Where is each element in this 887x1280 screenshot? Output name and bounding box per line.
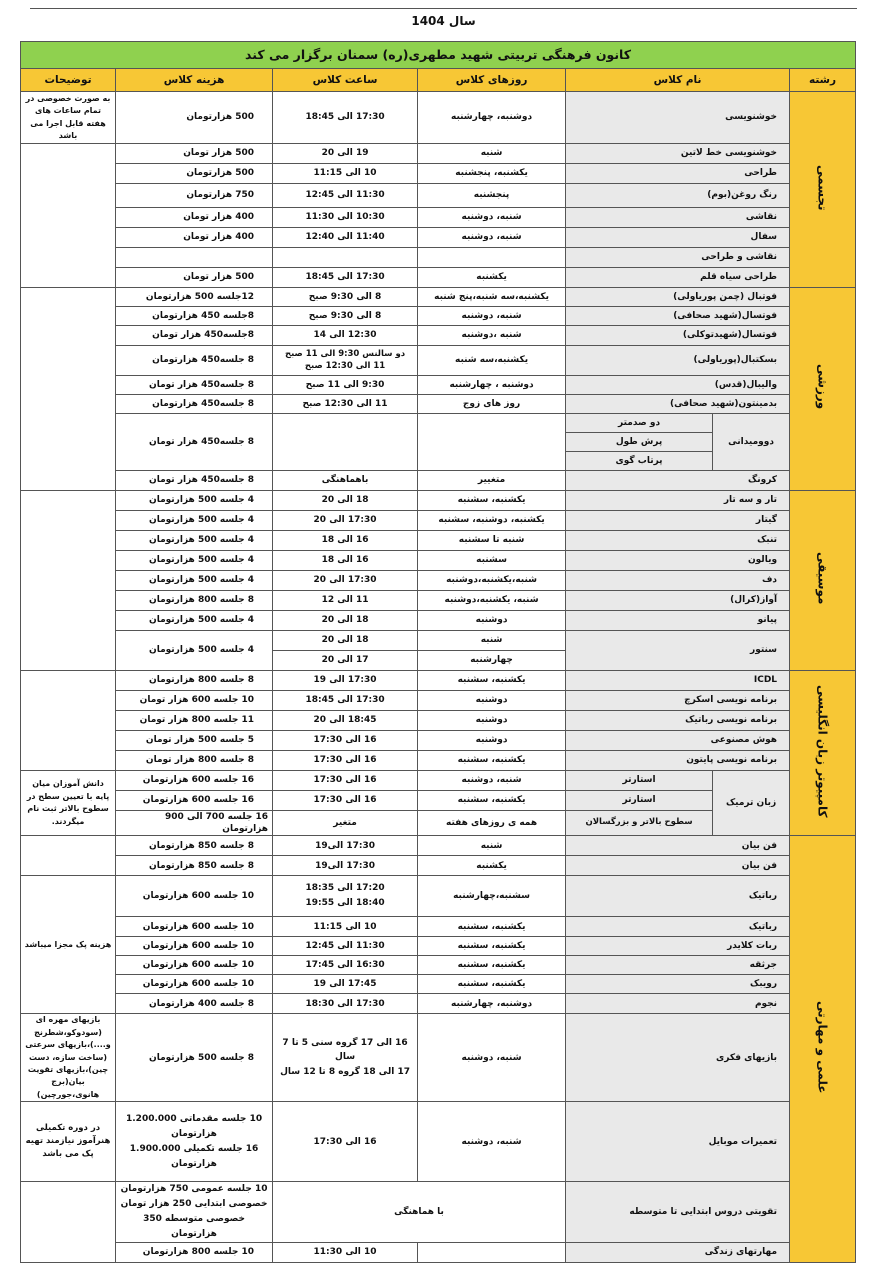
class-time: 16 الی 17:30 — [273, 731, 418, 751]
track-days-empty — [418, 414, 566, 471]
computer-notes-empty — [21, 671, 116, 771]
class-time: 16 الی 18 — [273, 551, 418, 571]
class-name: نقاشی — [566, 208, 790, 228]
class-cost: 8 جلسه450 هزارتومان — [116, 395, 273, 414]
class-cost: 12جلسه 500 هزارتومان — [116, 288, 273, 307]
class-note: بازیهای مهره ای (سودوکو،شطرنج و....)،بازیهای سرعتی (ساخت سازه، دست چین)،بازیهای تقویت بیان(برج هانوی،جورچین) — [21, 1014, 116, 1102]
sport-notes-empty — [21, 288, 116, 491]
class-note: به صورت خصوصی در تمام ساعات های هفته قابل اجرا می باشد — [21, 92, 116, 144]
class-cost: 500 هزارتومان — [116, 164, 273, 184]
class-name: بسکتبال(پوریاولی) — [566, 346, 790, 376]
table-row — [21, 92, 856, 144]
class-name: ICDL — [566, 671, 790, 691]
class-cost: 16 جلسه 600 هزارتومان — [116, 771, 273, 791]
table-row — [21, 836, 856, 856]
class-time: 17 الی 20 — [273, 651, 418, 671]
class-name: رباتیک — [566, 876, 790, 917]
class-time — [273, 1014, 418, 1102]
table-row — [21, 376, 856, 395]
class-time: 9:30 الی 11 صبح — [273, 376, 418, 395]
table-row — [21, 691, 856, 711]
class-days: شنبه، یکشنبه،دوشنبه — [418, 591, 566, 611]
class-cost — [116, 248, 273, 268]
table-row — [21, 511, 856, 531]
class-name: پیانو — [566, 611, 790, 631]
category-computer-english: کامپیوتر زبان انگلیسی — [790, 671, 856, 836]
table-row — [21, 771, 856, 791]
class-days — [418, 1242, 566, 1262]
table-row — [21, 731, 856, 751]
class-cost: 8 جلسه 850 هزارتومان — [116, 836, 273, 856]
table-row — [21, 937, 856, 956]
class-name: طراحی — [566, 164, 790, 184]
class-name: نقاشی و طراحی — [566, 248, 790, 268]
table-row — [21, 975, 856, 994]
class-days: چهارشنبه — [418, 651, 566, 671]
class-time: 11:30 الی 12:45 — [273, 184, 418, 208]
class-cost-line: خصوصی ابتدایی 250 هزار تومان — [120, 1199, 268, 1210]
class-time: 11:40 الی 12:40 — [273, 228, 418, 248]
class-name: کرونگ — [566, 471, 790, 491]
class-time: 12:30 الی 14 — [273, 326, 418, 346]
class-name: رویبک — [566, 975, 790, 994]
english-note: دانش آموزان میان پایه با تعیین سطح در سطوح بالاتر ثبت نام میگردند. — [21, 771, 116, 836]
class-cost: 8 جلسه 800 هزار تومان — [116, 751, 273, 771]
track-cost: 8 جلسه450 هزار تومان — [116, 414, 273, 471]
class-cost: 8 جلسه450 هزار تومان — [116, 376, 273, 395]
class-time: 17:30 الی 20 — [273, 511, 418, 531]
header-days: روزهای کلاس — [418, 69, 566, 92]
top-rule — [30, 8, 857, 9]
title-row — [21, 42, 856, 69]
table-row — [21, 571, 856, 591]
class-name: فن بیان — [566, 856, 790, 876]
table-row — [21, 956, 856, 975]
class-name: دف — [566, 571, 790, 591]
class-days: سشنبه،چهارشنبه — [418, 876, 566, 917]
class-cost: 4 جلسه 500 هزارتومان — [116, 511, 273, 531]
class-cost: 4 جلسه 500 هزارتومان — [116, 491, 273, 511]
music-notes-empty — [21, 491, 116, 671]
class-name: آواز(کرال) — [566, 591, 790, 611]
class-time: 16 الی 17:30 — [273, 791, 418, 811]
class-name: رنگ روغن(بوم) — [566, 184, 790, 208]
track-item: پرتاب گوی — [566, 452, 713, 471]
class-cost-line: 10 جلسه مقدماتی 1.200.000 هزارتومان — [126, 1114, 263, 1139]
class-cost: 8 جلسه450 هزارتومان — [116, 346, 273, 376]
class-days: متغییر — [418, 471, 566, 491]
table-row — [21, 326, 856, 346]
class-time: 19 الی 20 — [273, 144, 418, 164]
class-cost: 750 هزارتومان — [116, 184, 273, 208]
class-cost: 4 جلسه 500 هزارتومان — [116, 551, 273, 571]
class-days: دوشنبه، چهارشنبه — [418, 994, 566, 1014]
class-days: شنبه، دوشنبه — [418, 208, 566, 228]
class-days: شنبه، دوشنبه — [418, 1014, 566, 1102]
class-time: 17:30 الی 18:45 — [273, 268, 418, 288]
table-row — [21, 631, 856, 651]
class-name: خوشنویسی خط لاتین — [566, 144, 790, 164]
class-cost: 400 هزار تومان — [116, 208, 273, 228]
track-item: پرش طول — [566, 433, 713, 452]
table-row — [21, 395, 856, 414]
class-time: 10 الی 11:15 — [273, 164, 418, 184]
class-name: بدمینتون(شهید صحافی) — [566, 395, 790, 414]
class-time-line: 17:20 الی 18:35 — [305, 883, 385, 894]
class-time: 11 الی 12 — [273, 591, 418, 611]
class-time: 16 الی 17:30 — [273, 771, 418, 791]
class-name: بازیهای فکری — [566, 1014, 790, 1102]
table-row — [21, 1182, 856, 1242]
track-group-label: دوومیدانی — [713, 414, 790, 471]
class-cost: 8 جلسه 800 هزارتومان — [116, 671, 273, 691]
header-time: ساعت کلاس — [273, 69, 418, 92]
class-time-line: 17 الی 18 گروه 8 تا 12 سال — [280, 1067, 411, 1078]
table-row — [21, 1014, 856, 1102]
class-cost-line: 10 جلسه عمومی 750 هزارتومان — [120, 1184, 268, 1195]
class-time: 16:30 الی 17:45 — [273, 956, 418, 975]
class-time: 10 الی 11:30 — [273, 1242, 418, 1262]
class-time: 18:45 الی 20 — [273, 711, 418, 731]
class-time-line: 11 الی 12:30 صبح — [304, 360, 386, 371]
class-time: 17:30 الی 20 — [273, 571, 418, 591]
class-time: 10 الی 11:15 — [273, 917, 418, 937]
class-time: 11 الی 12:30 صبح — [273, 395, 418, 414]
class-cost: 10 جلسه 600 هزارتومان — [116, 956, 273, 975]
class-name: تقویتی دروس ابتدایی تا متوسطه — [566, 1182, 790, 1242]
class-time-line: 18:40 الی 19:55 — [305, 898, 385, 909]
class-days: پنجشنبه — [418, 184, 566, 208]
category-art: تجسمی — [790, 92, 856, 288]
class-days: روز های زوج — [418, 395, 566, 414]
header-notes: توضیحات — [21, 69, 116, 92]
class-days: یکشنبه، سشنبه — [418, 671, 566, 691]
header-row — [21, 69, 856, 92]
table-row — [21, 876, 856, 917]
class-days: شنبه — [418, 631, 566, 651]
table-row — [21, 671, 856, 691]
class-days: یکشنبه، سشنبه — [418, 791, 566, 811]
class-cost-line: 16 جلسه تکمیلی 1.900.000 هزارتومان — [129, 1143, 259, 1169]
class-time: 18 الی 20 — [273, 611, 418, 631]
class-cost — [116, 1182, 273, 1242]
header-field: رشته — [790, 69, 856, 92]
class-days: یکشنبه، سشنبه — [418, 491, 566, 511]
table-row — [21, 1102, 856, 1182]
class-name: مهارتهای زندگی — [566, 1242, 790, 1262]
year-label: سال 1404 — [411, 14, 476, 28]
class-days: شنبه، دوشنبه — [418, 228, 566, 248]
class-cost: 10 جلسه 800 هزارتومان — [116, 1242, 273, 1262]
class-time: 10:30 الی 11:30 — [273, 208, 418, 228]
class-days: یکشنبه،سه شنبه،پنج شنبه — [418, 288, 566, 307]
class-time: 16 الی 18 — [273, 531, 418, 551]
class-name: ربات کلایدر — [566, 937, 790, 956]
class-name: فوتبال (چمن پوریاولی) — [566, 288, 790, 307]
class-cost: 4 جلسه 500 هزارتومان — [116, 531, 273, 551]
science-notes-empty — [21, 836, 116, 876]
table-row — [21, 531, 856, 551]
class-days: دوشنبه، چهارشنبه — [418, 92, 566, 144]
header-cost: هزینه کلاس — [116, 69, 273, 92]
class-days: دوشنبه — [418, 731, 566, 751]
table-row — [21, 208, 856, 228]
table-row — [21, 414, 856, 433]
class-cost: 8 جلسه450 هزار تومان — [116, 471, 273, 491]
table-row — [21, 184, 856, 208]
table-row — [21, 1242, 856, 1262]
class-cost: 8 جلسه 500 هزارتومان — [116, 1014, 273, 1102]
class-cost: 8جلسه 450 هزارتومان — [116, 307, 273, 326]
class-days: دوشنبه — [418, 691, 566, 711]
class-name: هوش مصنوعی — [566, 731, 790, 751]
class-days: شنبه، دوشنبه — [418, 771, 566, 791]
class-name: طراحی سیاه قلم — [566, 268, 790, 288]
class-time-line: 16 الی 17 گروه سنی 5 تا 7 سال — [282, 1037, 408, 1063]
table-row — [21, 346, 856, 376]
class-name: برنامه نویسی اسکرچ — [566, 691, 790, 711]
class-name: فوتسال(شهید صحافی) — [566, 307, 790, 326]
class-name: سفال — [566, 228, 790, 248]
class-schedule-table — [20, 41, 856, 1263]
class-cost: 10 جلسه 600 هزارتومان — [116, 937, 273, 956]
class-name: والیبال(قدس) — [566, 376, 790, 395]
kit-note: هزینه پک مجزا میباشد — [21, 876, 116, 1014]
table-row — [21, 228, 856, 248]
page-title: کانون فرهنگی تربیتی شهید مطهری(ره) سمنان برگزار می کند — [21, 42, 856, 69]
class-name: فن بیان — [566, 836, 790, 856]
class-cost: 11 جلسه 800 هزار تومان — [116, 711, 273, 731]
class-days: یکشنبه، پنجشنبه — [418, 164, 566, 184]
class-days: شنبه — [418, 144, 566, 164]
class-time: 17:30 الی 18:45 — [273, 691, 418, 711]
class-time: 17:30 الی19 — [273, 836, 418, 856]
class-days: شنبه، دوشنبه — [418, 307, 566, 326]
class-days: شنبه ،دوشنبه — [418, 326, 566, 346]
class-time — [273, 876, 418, 917]
table-row — [21, 751, 856, 771]
class-time-line: دو سالنس 9:30 الی 11 صبح — [284, 349, 406, 360]
class-time: باهماهنگی — [273, 471, 418, 491]
category-sport: ورزشی — [790, 288, 856, 491]
class-days: شنبه،یکشنبه،دوشنبه — [418, 571, 566, 591]
class-days: شنبه — [418, 836, 566, 856]
class-name: گیتار — [566, 511, 790, 531]
class-time — [273, 346, 418, 376]
class-cost: 10 جلسه 600 هزارتومان — [116, 917, 273, 937]
class-cost — [116, 1102, 273, 1182]
category-music: موسیقی — [790, 491, 856, 671]
science-notes-empty — [21, 1182, 116, 1262]
table-row — [21, 491, 856, 511]
class-name: تعمیرات موبایل — [566, 1102, 790, 1182]
english-level: استارتر — [566, 791, 713, 811]
schedule-sheet — [20, 41, 855, 1263]
class-days: سشنبه — [418, 551, 566, 571]
class-cost: 4 جلسه 500 هزارتومان — [116, 631, 273, 671]
header-class: نام کلاس — [566, 69, 790, 92]
class-cost: 8 جلسه 400 هزارتومان — [116, 994, 273, 1014]
class-cost: 500 هزار تومان — [116, 144, 273, 164]
class-name: فوتسال(شهیدتوکلی) — [566, 326, 790, 346]
class-time: 17:30 الی 18:30 — [273, 994, 418, 1014]
table-row — [21, 144, 856, 164]
class-days: یکشنبه، سشنبه — [418, 975, 566, 994]
class-cost: 10 جلسه 600 هزارتومان — [116, 876, 273, 917]
class-days: همه ی روزهای هفته — [418, 811, 566, 836]
class-days: یکشنبه، سشنبه — [418, 937, 566, 956]
table-row — [21, 551, 856, 571]
track-item: دو صدمتر — [566, 414, 713, 433]
class-cost: 4 جلسه 500 هزارتومان — [116, 571, 273, 591]
class-days — [418, 248, 566, 268]
art-notes-empty — [21, 144, 116, 288]
class-cost: 10 جلسه 600 هزارتومان — [116, 975, 273, 994]
table-row — [21, 164, 856, 184]
table-row — [21, 288, 856, 307]
class-days: دوشنبه ، چهارشنبه — [418, 376, 566, 395]
table-row — [21, 248, 856, 268]
class-days: دوشنبه — [418, 711, 566, 731]
table-row — [21, 471, 856, 491]
class-cost: 5 جلسه 500 هزار تومان — [116, 731, 273, 751]
class-cost: 8 جلسه 850 هزارتومان — [116, 856, 273, 876]
class-time: 17:30 الی19 — [273, 856, 418, 876]
class-name: برنامه نویسی پایتون — [566, 751, 790, 771]
class-name: برنامه نویسی رباتیک — [566, 711, 790, 731]
class-time: 17:45 الی 19 — [273, 975, 418, 994]
class-cost: 8 جلسه 800 هزارتومان — [116, 591, 273, 611]
table-row — [21, 591, 856, 611]
english-level: سطوح بالاتر و بزرگسالان — [566, 811, 713, 836]
table-row — [21, 611, 856, 631]
class-days: یکشنبه، سشنبه — [418, 751, 566, 771]
class-time: 17:30 الی 18:45 — [273, 92, 418, 144]
track-time-empty — [273, 414, 418, 471]
class-note: در دوره تکمیلی هنرآموز نیازمند تهیه پک می باشد — [21, 1102, 116, 1182]
class-days: یکشنبه، سشنبه — [418, 956, 566, 975]
class-cost: 16 جلسه 700 الی 900 هزارتومان — [116, 811, 273, 836]
class-days: یکشنبه، دوشنبه، سشنبه — [418, 511, 566, 531]
class-name: ویالون — [566, 551, 790, 571]
class-name: نجوم — [566, 994, 790, 1014]
table-row — [21, 307, 856, 326]
class-time: 18 الی 20 — [273, 631, 418, 651]
table-row — [21, 711, 856, 731]
english-group-label: زبان ترمیک — [713, 771, 790, 836]
class-days: یکشنبه — [418, 856, 566, 876]
class-cost: 8جلسه450 هزار تومان — [116, 326, 273, 346]
class-days: شنبه، دوشنبه — [418, 1102, 566, 1182]
class-time: متغیر — [273, 811, 418, 836]
class-days: یکشنبه — [418, 268, 566, 288]
class-time: 18 الی 20 — [273, 491, 418, 511]
class-time: 16 الی 17:30 — [273, 1102, 418, 1182]
class-name: خوشنویسی — [566, 92, 790, 144]
class-days: شنبه تا سشنبه — [418, 531, 566, 551]
class-time: 8 الی 9:30 صبح — [273, 288, 418, 307]
class-cost: 500 هزارتومان — [116, 92, 273, 144]
table-row — [21, 917, 856, 937]
class-days: یکشنبه، سشنبه — [418, 917, 566, 937]
english-level: استارتر — [566, 771, 713, 791]
class-cost: 400 هزار تومان — [116, 228, 273, 248]
class-cost: 500 هزار تومان — [116, 268, 273, 288]
class-name: تار و سه تار — [566, 491, 790, 511]
class-time: 17:30 الی 19 — [273, 671, 418, 691]
class-name: سنتور — [566, 631, 790, 671]
class-days: دوشنبه — [418, 611, 566, 631]
class-time: 8 الی 9:30 صبح — [273, 307, 418, 326]
table-row — [21, 994, 856, 1014]
class-name: رباتیک — [566, 917, 790, 937]
category-science: علمی و مهارتی — [790, 836, 856, 1262]
class-schedule: با هماهنگی — [273, 1182, 566, 1242]
class-time: 16 الی 17:30 — [273, 751, 418, 771]
class-cost: 10 جلسه 600 هزار تومان — [116, 691, 273, 711]
class-cost: 16 جلسه 600 هزارتومان — [116, 791, 273, 811]
class-cost-line: خصوصی متوسطه 350 هزارتومان — [143, 1213, 245, 1239]
class-time — [273, 248, 418, 268]
table-row — [21, 268, 856, 288]
class-cost: 4 جلسه 500 هزارتومان — [116, 611, 273, 631]
class-name: جرثقه — [566, 956, 790, 975]
class-days: یکشنبه،سه شنبه — [418, 346, 566, 376]
class-time: 11:30 الی 12:45 — [273, 937, 418, 956]
class-name: تنبک — [566, 531, 790, 551]
table-row — [21, 856, 856, 876]
